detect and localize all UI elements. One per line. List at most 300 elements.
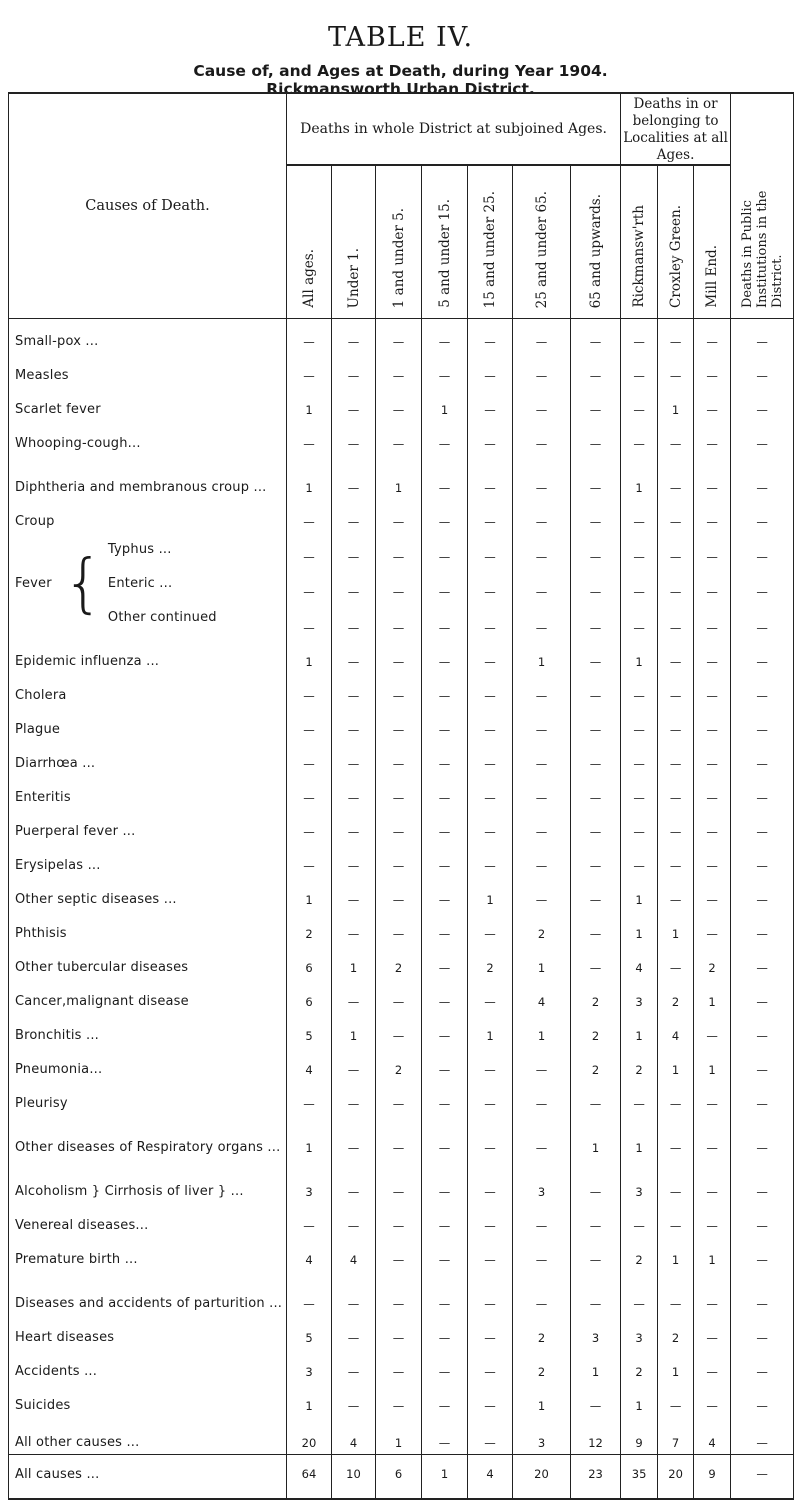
value-cell: 5 xyxy=(287,1315,332,1349)
value-cell: — xyxy=(513,499,571,533)
value-cell: — xyxy=(468,533,513,568)
cause-cell: Erysipelas ... xyxy=(9,843,287,877)
value-cell: — xyxy=(287,421,332,455)
value-cell: — xyxy=(376,979,422,1013)
value-cell: — xyxy=(694,455,731,499)
header-age-col: 25 and under 65. xyxy=(513,165,571,319)
table-row xyxy=(9,1237,794,1271)
value-cell: — xyxy=(376,741,422,775)
value-cell: — xyxy=(658,877,694,911)
total-value-cell: — xyxy=(731,1455,794,1499)
value-cell: 2 xyxy=(513,1315,571,1349)
value-cell: — xyxy=(468,421,513,455)
value-cell: — xyxy=(571,707,621,741)
value-cell: — xyxy=(332,1271,376,1315)
value-cell: — xyxy=(571,843,621,877)
value-cell: — xyxy=(422,979,468,1013)
value-cell: — xyxy=(731,1047,794,1081)
value-cell: — xyxy=(571,1081,621,1115)
value-cell: — xyxy=(571,353,621,387)
cause-cell: Pleurisy xyxy=(9,1081,287,1115)
value-cell: — xyxy=(513,319,571,353)
value-cell: — xyxy=(376,775,422,809)
cause-cell: Alcoholism } Cirrhosis of liver } ... xyxy=(9,1159,287,1203)
cause-cell: Diphtheria and membranous croup ... xyxy=(9,455,287,499)
value-cell: 1 xyxy=(658,911,694,945)
value-cell: — xyxy=(731,455,794,499)
value-cell: — xyxy=(332,809,376,843)
value-cell: — xyxy=(621,533,658,568)
table-row xyxy=(9,1383,794,1417)
value-cell: — xyxy=(287,1271,332,1315)
table-row xyxy=(9,455,794,499)
total-value-cell: 64 xyxy=(287,1455,332,1499)
value-cell: — xyxy=(287,1081,332,1115)
value-cell: 1 xyxy=(658,1237,694,1271)
value-cell: 3 xyxy=(621,1159,658,1203)
value-cell: 2 xyxy=(658,979,694,1013)
header-causes: Causes of Death. xyxy=(9,93,287,319)
value-cell: — xyxy=(571,741,621,775)
value-cell: — xyxy=(287,353,332,387)
value-cell: — xyxy=(731,673,794,707)
value-cell: — xyxy=(468,741,513,775)
value-cell: — xyxy=(658,455,694,499)
value-cell: 2 xyxy=(513,1349,571,1383)
value-cell: — xyxy=(422,741,468,775)
value-cell: — xyxy=(694,741,731,775)
total-value-cell: 6 xyxy=(376,1455,422,1499)
value-cell: 1 xyxy=(571,1349,621,1383)
value-cell: — xyxy=(287,533,332,568)
table-row xyxy=(9,1047,794,1081)
value-cell: 2 xyxy=(468,945,513,979)
value-cell: — xyxy=(376,387,422,421)
value-cell: — xyxy=(571,568,621,603)
value-cell: 1 xyxy=(513,1383,571,1417)
value-cell: — xyxy=(287,499,332,533)
value-cell: 1 xyxy=(468,1013,513,1047)
value-cell: — xyxy=(513,877,571,911)
value-cell: 1 xyxy=(621,877,658,911)
cause-cell: Epidemic influenza ... xyxy=(9,639,287,673)
value-cell: — xyxy=(376,1013,422,1047)
value-cell: — xyxy=(658,1081,694,1115)
value-cell: — xyxy=(571,945,621,979)
value-cell: — xyxy=(571,603,621,638)
value-cell: — xyxy=(731,1237,794,1271)
value-cell: — xyxy=(513,1271,571,1315)
value-cell: — xyxy=(694,1203,731,1237)
table-row xyxy=(9,809,794,843)
value-cell: — xyxy=(422,353,468,387)
value-cell: — xyxy=(513,455,571,499)
value-cell: — xyxy=(376,707,422,741)
value-cell: — xyxy=(694,319,731,353)
value-cell: — xyxy=(468,1237,513,1271)
value-cell: — xyxy=(287,775,332,809)
value-cell: — xyxy=(513,353,571,387)
value-cell: — xyxy=(332,979,376,1013)
value-cell: — xyxy=(571,809,621,843)
value-cell: — xyxy=(513,1203,571,1237)
cause-cell: Diarrhœa ... xyxy=(9,741,287,775)
value-cell: — xyxy=(332,639,376,673)
value-cell: — xyxy=(571,877,621,911)
value-cell: 3 xyxy=(621,979,658,1013)
table-row xyxy=(9,1203,794,1237)
header-age-col: 15 and under 25. xyxy=(468,165,513,319)
value-cell: — xyxy=(694,673,731,707)
value-cell: — xyxy=(694,1271,731,1315)
value-cell: — xyxy=(658,603,694,638)
value-cell: — xyxy=(731,775,794,809)
value-cell: — xyxy=(468,1349,513,1383)
value-cell: — xyxy=(287,741,332,775)
value-cell: — xyxy=(731,1013,794,1047)
value-cell: — xyxy=(332,455,376,499)
value-cell: — xyxy=(422,843,468,877)
table-row xyxy=(9,911,794,945)
value-cell: — xyxy=(332,533,376,568)
value-cell: — xyxy=(468,499,513,533)
value-cell: — xyxy=(731,1315,794,1349)
value-cell: 3 xyxy=(287,1349,332,1383)
value-cell: — xyxy=(513,843,571,877)
header-locality-col: Croxley Green. xyxy=(658,165,694,319)
value-cell: — xyxy=(731,945,794,979)
value-cell: — xyxy=(658,673,694,707)
value-cell: 20 xyxy=(287,1417,332,1455)
value-cell: — xyxy=(376,911,422,945)
cause-cell: Premature birth ... xyxy=(9,1237,287,1271)
value-cell: — xyxy=(658,741,694,775)
value-cell: — xyxy=(468,1271,513,1315)
value-cell: 4 xyxy=(694,1417,731,1455)
value-cell: — xyxy=(621,1081,658,1115)
cause-cell: Other septic diseases ... xyxy=(9,877,287,911)
value-cell: — xyxy=(332,1115,376,1159)
value-cell: — xyxy=(694,1081,731,1115)
value-cell: — xyxy=(332,843,376,877)
value-cell: — xyxy=(731,1417,794,1455)
value-cell: 1 xyxy=(287,1383,332,1417)
value-cell: 1 xyxy=(621,1115,658,1159)
value-cell: — xyxy=(376,673,422,707)
value-cell: — xyxy=(694,843,731,877)
table-row xyxy=(9,945,794,979)
value-cell: — xyxy=(571,319,621,353)
cause-cell: Scarlet fever xyxy=(9,387,287,421)
value-cell: — xyxy=(332,319,376,353)
value-cell: — xyxy=(658,319,694,353)
value-cell: 1 xyxy=(287,1115,332,1159)
value-cell: — xyxy=(422,1315,468,1349)
value-cell: — xyxy=(621,319,658,353)
value-cell: — xyxy=(332,1203,376,1237)
value-cell: — xyxy=(731,707,794,741)
value-cell: — xyxy=(422,1349,468,1383)
value-cell: — xyxy=(376,499,422,533)
table-row xyxy=(9,1271,794,1315)
value-cell: — xyxy=(468,1417,513,1455)
value-cell: — xyxy=(658,421,694,455)
value-cell: 2 xyxy=(571,1013,621,1047)
value-cell: — xyxy=(694,499,731,533)
value-cell: — xyxy=(332,1159,376,1203)
value-cell: 1 xyxy=(513,945,571,979)
table-title: TABLE IV. xyxy=(327,22,474,53)
total-value-cell: 10 xyxy=(332,1455,376,1499)
value-cell: — xyxy=(468,568,513,603)
cause-cell: Whooping-cough... xyxy=(9,421,287,455)
value-cell: — xyxy=(422,455,468,499)
value-cell: — xyxy=(731,568,794,603)
value-cell: — xyxy=(621,387,658,421)
value-cell: — xyxy=(332,775,376,809)
cause-cell: Bronchitis ... xyxy=(9,1013,287,1047)
value-cell: — xyxy=(332,1047,376,1081)
table-row xyxy=(9,319,794,353)
value-cell: — xyxy=(287,843,332,877)
value-cell: — xyxy=(731,499,794,533)
value-cell: — xyxy=(422,707,468,741)
value-cell: — xyxy=(422,1417,468,1455)
value-cell: 2 xyxy=(621,1047,658,1081)
value-cell: — xyxy=(376,1383,422,1417)
table-row xyxy=(9,741,794,775)
value-cell: — xyxy=(658,945,694,979)
value-cell: — xyxy=(621,673,658,707)
fever-group-label: Fever xyxy=(15,576,52,591)
value-cell: 1 xyxy=(287,455,332,499)
value-cell: — xyxy=(513,603,571,638)
value-cell: — xyxy=(731,741,794,775)
value-cell: — xyxy=(287,568,332,603)
value-cell: 3 xyxy=(287,1159,332,1203)
value-cell: — xyxy=(513,707,571,741)
value-cell: — xyxy=(658,843,694,877)
value-cell: — xyxy=(468,775,513,809)
value-cell: — xyxy=(332,353,376,387)
value-cell: 3 xyxy=(513,1159,571,1203)
value-cell: — xyxy=(694,911,731,945)
table-row xyxy=(9,1417,794,1455)
table-row xyxy=(9,533,794,568)
value-cell: — xyxy=(658,809,694,843)
value-cell: — xyxy=(621,568,658,603)
table-row xyxy=(9,1315,794,1349)
value-cell: 1 xyxy=(694,1237,731,1271)
value-cell: — xyxy=(332,707,376,741)
value-cell: — xyxy=(731,1271,794,1315)
value-cell: — xyxy=(376,1203,422,1237)
value-cell: 1 xyxy=(621,1383,658,1417)
value-cell: — xyxy=(513,1047,571,1081)
value-cell: 1 xyxy=(287,877,332,911)
value-cell: — xyxy=(468,603,513,638)
value-cell: — xyxy=(287,603,332,638)
cause-cell: Pneumonia... xyxy=(9,1047,287,1081)
value-cell: — xyxy=(694,1115,731,1159)
value-cell: — xyxy=(422,1237,468,1271)
total-value-cell: 23 xyxy=(571,1455,621,1499)
total-value-cell: 1 xyxy=(422,1455,468,1499)
value-cell: 1 xyxy=(621,639,658,673)
value-cell: — xyxy=(468,455,513,499)
value-cell: — xyxy=(287,707,332,741)
value-cell: 1 xyxy=(332,1013,376,1047)
value-cell: — xyxy=(571,1159,621,1203)
value-cell: — xyxy=(658,707,694,741)
value-cell: — xyxy=(571,455,621,499)
value-cell: 3 xyxy=(621,1315,658,1349)
header-localities-group: Deaths in or belonging to Localities at all Ages. xyxy=(621,93,731,165)
table-row xyxy=(9,499,794,533)
value-cell: — xyxy=(422,673,468,707)
value-cell: — xyxy=(621,499,658,533)
value-cell: — xyxy=(694,809,731,843)
value-cell: — xyxy=(731,979,794,1013)
value-cell: — xyxy=(658,639,694,673)
subtitle-line-2: Rickmansworth Urban District. xyxy=(266,80,535,98)
header-institutions: Deaths in Public Institutions in the District. xyxy=(731,93,794,319)
value-cell: — xyxy=(376,533,422,568)
value-cell: — xyxy=(694,1383,731,1417)
value-cell: — xyxy=(287,319,332,353)
value-cell: — xyxy=(731,1383,794,1417)
value-cell: — xyxy=(332,1081,376,1115)
value-cell: — xyxy=(376,568,422,603)
cause-cell: Cholera xyxy=(9,673,287,707)
value-cell: — xyxy=(571,533,621,568)
value-cell: — xyxy=(376,1081,422,1115)
value-cell: — xyxy=(694,387,731,421)
value-cell: — xyxy=(332,741,376,775)
value-cell: — xyxy=(694,1159,731,1203)
value-cell: — xyxy=(621,603,658,638)
value-cell: — xyxy=(468,353,513,387)
header-ages-group: Deaths in whole District at subjoined Ages. xyxy=(287,93,621,165)
value-cell: — xyxy=(571,1203,621,1237)
cause-cell: Accidents ... xyxy=(9,1349,287,1383)
value-cell: 1 xyxy=(376,455,422,499)
value-cell: — xyxy=(422,1115,468,1159)
value-cell: — xyxy=(731,1115,794,1159)
table-row xyxy=(9,979,794,1013)
value-cell: 1 xyxy=(513,639,571,673)
value-cell: — xyxy=(658,568,694,603)
header-age-col: 1 and under 5. xyxy=(376,165,422,319)
value-cell: — xyxy=(332,1315,376,1349)
value-cell: — xyxy=(694,603,731,638)
value-cell: — xyxy=(658,1203,694,1237)
value-cell: 1 xyxy=(513,1013,571,1047)
value-cell: 4 xyxy=(287,1237,332,1271)
cause-cell: Puerperal fever ... xyxy=(9,809,287,843)
value-cell: — xyxy=(694,568,731,603)
subtitle-line-1: Cause of, and Ages at Death, during Year 1904. xyxy=(193,62,608,80)
value-cell: 2 xyxy=(621,1349,658,1383)
header-locality-col: Mill End. xyxy=(694,165,731,319)
value-cell: — xyxy=(731,1203,794,1237)
value-cell: 1 xyxy=(621,911,658,945)
value-cell: 1 xyxy=(468,877,513,911)
value-cell: 1 xyxy=(332,945,376,979)
value-cell: — xyxy=(287,673,332,707)
value-cell: — xyxy=(571,499,621,533)
value-cell: — xyxy=(332,673,376,707)
value-cell: 12 xyxy=(571,1417,621,1455)
value-cell: — xyxy=(422,319,468,353)
value-cell: — xyxy=(422,1047,468,1081)
value-cell: — xyxy=(332,877,376,911)
value-cell: — xyxy=(422,499,468,533)
value-cell: — xyxy=(422,603,468,638)
value-cell: — xyxy=(376,319,422,353)
table-row xyxy=(9,1013,794,1047)
value-cell: — xyxy=(422,568,468,603)
value-cell: — xyxy=(694,1315,731,1349)
value-cell: — xyxy=(376,877,422,911)
table-row xyxy=(9,1159,794,1203)
cause-cell: Cancer,malignant disease xyxy=(9,979,287,1013)
value-cell: 1 xyxy=(694,1047,731,1081)
value-cell: 1 xyxy=(287,639,332,673)
value-cell: — xyxy=(468,1081,513,1115)
value-cell: 4 xyxy=(287,1047,332,1081)
value-cell: — xyxy=(376,603,422,638)
value-cell: — xyxy=(468,673,513,707)
value-cell: 2 xyxy=(376,1047,422,1081)
value-cell: 2 xyxy=(621,1237,658,1271)
total-value-cell: 35 xyxy=(621,1455,658,1499)
table-row xyxy=(9,639,794,673)
cause-cell: Plague xyxy=(9,707,287,741)
value-cell: 4 xyxy=(621,945,658,979)
value-cell: — xyxy=(658,1383,694,1417)
value-cell: — xyxy=(731,319,794,353)
value-cell: — xyxy=(513,1081,571,1115)
fever-subtype-label: Typhus ... xyxy=(107,541,172,557)
total-value-cell: 20 xyxy=(658,1455,694,1499)
value-cell: — xyxy=(422,877,468,911)
mortality-table xyxy=(8,92,794,1500)
value-cell: — xyxy=(332,499,376,533)
value-cell: — xyxy=(468,1159,513,1203)
value-cell: 9 xyxy=(621,1417,658,1455)
value-cell: — xyxy=(422,911,468,945)
value-cell: — xyxy=(376,1271,422,1315)
value-cell: — xyxy=(422,421,468,455)
value-cell: — xyxy=(731,877,794,911)
header-age-col: 5 and under 15. xyxy=(422,165,468,319)
value-cell: — xyxy=(571,421,621,455)
value-cell: 1 xyxy=(621,1013,658,1047)
value-cell: 1 xyxy=(287,387,332,421)
cause-cell: Measles xyxy=(9,353,287,387)
value-cell: — xyxy=(621,809,658,843)
value-cell: — xyxy=(731,809,794,843)
value-cell: — xyxy=(332,1383,376,1417)
value-cell: — xyxy=(621,741,658,775)
value-cell: — xyxy=(731,533,794,568)
table-row xyxy=(9,353,794,387)
value-cell: — xyxy=(376,353,422,387)
value-cell: — xyxy=(287,1203,332,1237)
table-row xyxy=(9,843,794,877)
value-cell: — xyxy=(731,387,794,421)
